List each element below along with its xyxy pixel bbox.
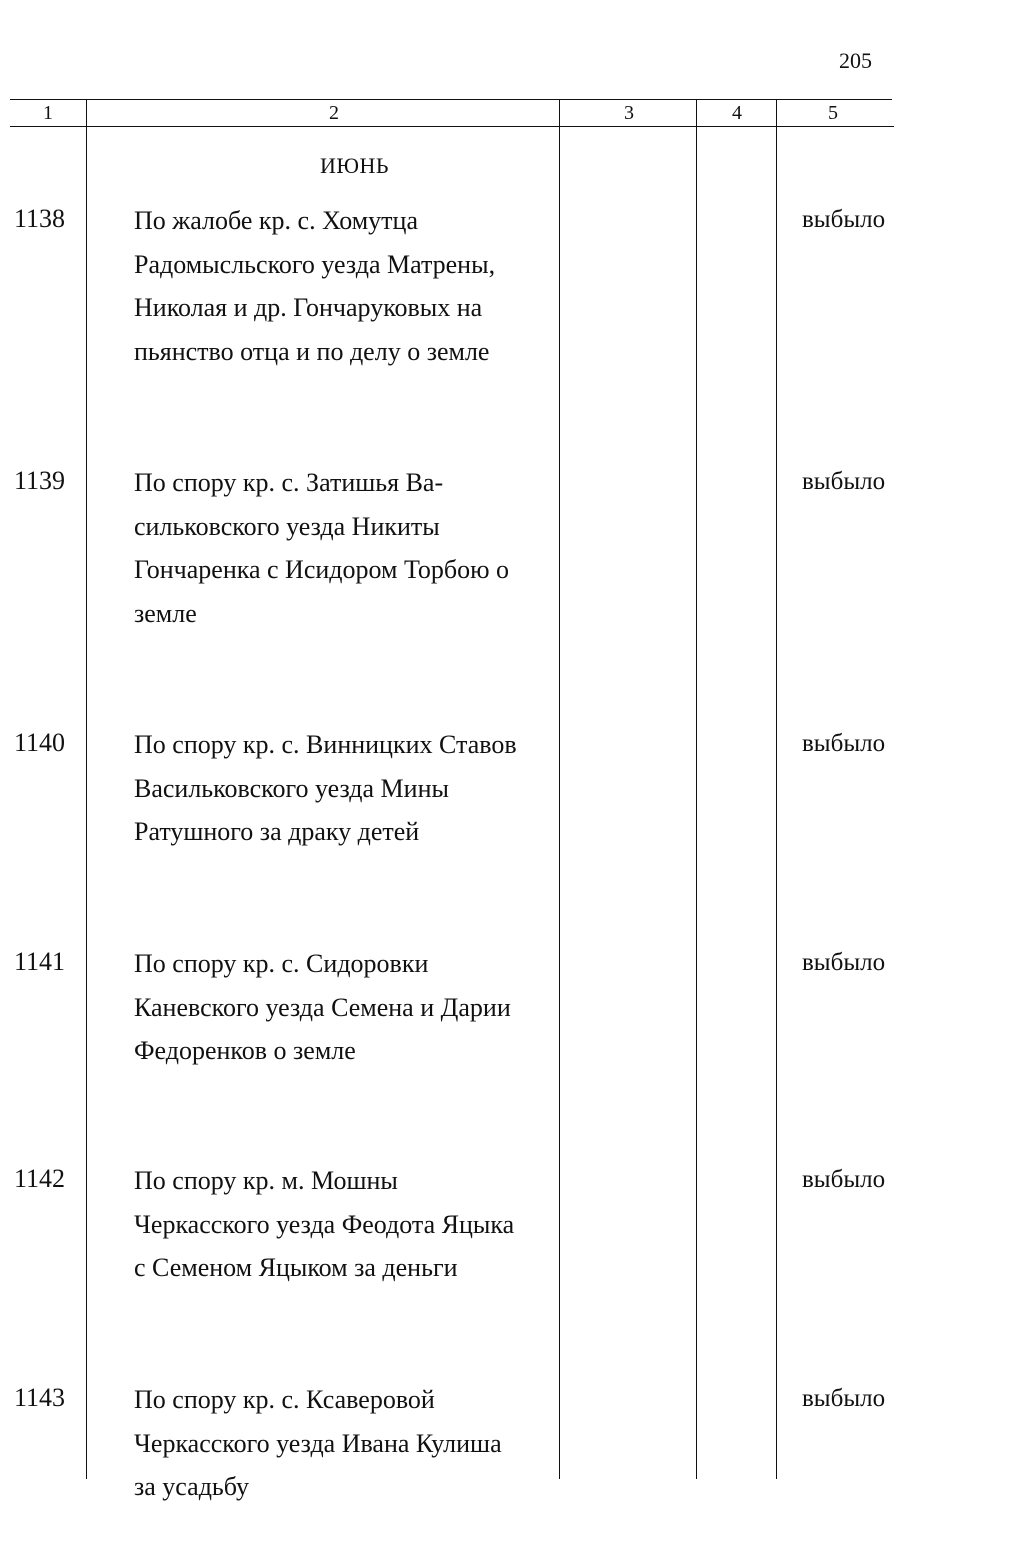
text-line: По спору кр. с. Сидоровки: [134, 949, 429, 978]
text-line: Николая и др. Гончаруковых на: [134, 293, 483, 323]
text-line: Васильковского уезда Мины: [134, 773, 449, 803]
text-line: Каневского уезда Семена и Дарии: [134, 992, 511, 1022]
row-description: [134, 942, 538, 1073]
row-number: 1143: [14, 1383, 66, 1412]
text-line: По спору кр. с. Винницких Ставов: [134, 730, 517, 759]
column-divider-2: [559, 99, 560, 1479]
month-heading: ИЮНЬ: [320, 153, 390, 178]
row-number: 1139: [14, 466, 66, 495]
column-number-4: 4: [732, 102, 742, 124]
row-description: [134, 199, 538, 373]
row-number: 1142: [14, 1164, 66, 1193]
row-status: выбыло: [802, 1385, 886, 1412]
row-status: выбыло: [802, 730, 886, 757]
column-number-5: 5: [828, 102, 838, 124]
row-description: [134, 723, 538, 854]
text-line: По жалобе кр. с. Хомутца: [134, 206, 418, 235]
row-status: выбыло: [802, 468, 886, 495]
column-number-2: 2: [329, 102, 339, 124]
row-number: 1141: [14, 947, 66, 976]
row-number: 1138: [14, 204, 66, 233]
table-top-rule: [10, 99, 892, 100]
text-line: По спору кр. с. Ксаверовой: [134, 1385, 435, 1414]
row-description: [134, 1378, 538, 1509]
text-line: сильковского уезда Никиты: [134, 511, 440, 541]
row-number: 1140: [14, 728, 66, 757]
row-description: [134, 461, 538, 635]
text-line: Радомысльского уезда Матрены,: [134, 249, 496, 279]
row-status: выбыло: [802, 206, 886, 233]
text-line: с Семеном Яцыком за деньги: [134, 1253, 458, 1283]
text-line: Гончаренка с Исидором Торбою о: [134, 555, 510, 585]
row-status: выбыло: [802, 949, 886, 976]
text-line: Черкасского уезда Ивана Кулиша: [134, 1428, 502, 1458]
text-line: пьянство отца и по делу о земле: [134, 336, 490, 366]
row-description: [134, 1159, 538, 1290]
column-divider-3: [696, 99, 697, 1479]
text-line: По спору кр. с. Затишья Ва-: [134, 468, 444, 497]
text-line: за усадьбу: [134, 1472, 250, 1502]
column-number-1: 1: [43, 102, 53, 124]
column-number-3: 3: [624, 102, 634, 124]
page-number: 205: [839, 48, 872, 73]
text-line: Федоренков о земле: [134, 1036, 356, 1066]
column-divider-1: [86, 99, 87, 1479]
text-line: Ратушного за драку детей: [134, 817, 420, 847]
row-status: выбыло: [802, 1166, 886, 1193]
column-divider-4: [776, 99, 777, 1479]
text-line: По спору кр. м. Мошны: [134, 1166, 398, 1195]
table-header-rule: [10, 126, 894, 127]
text-line: Черкасского уезда Феодота Яцыка: [134, 1209, 515, 1239]
text-line: земле: [134, 598, 197, 628]
